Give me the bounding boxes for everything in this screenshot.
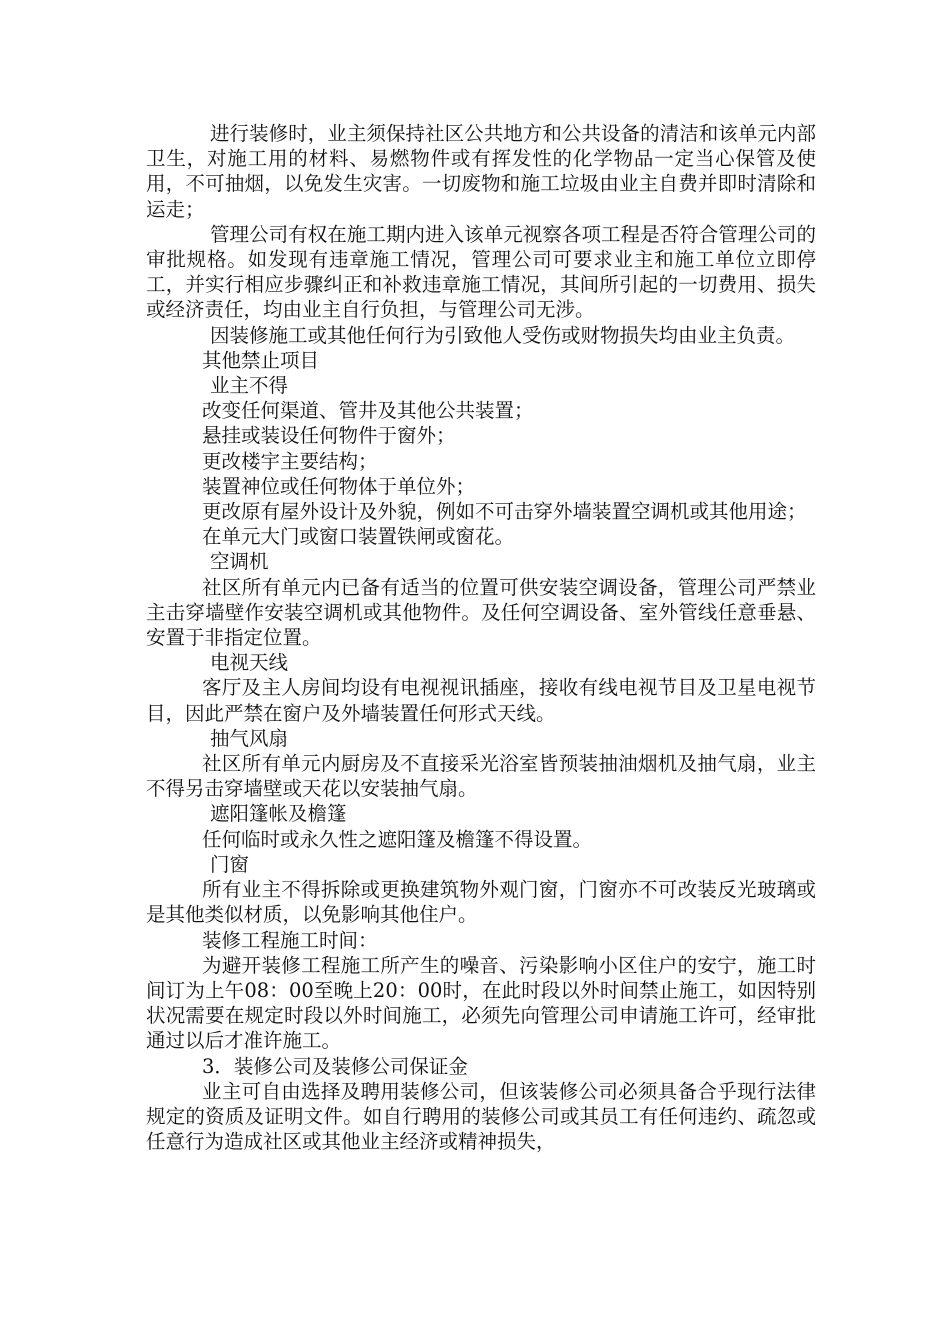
- heading-other-prohibitions: 其他禁止项目: [202, 348, 320, 372]
- paragraph-air-conditioner: 社区所有单元内已备有适当的位置可供安装空调设备，管理公司严禁业主击穿墙壁作安装空调机或其他物件。及任何空调设备、室外管线任意垂悬、安置于非指定位置。: [146, 575, 816, 650]
- paragraph-construction-hours: 为避开装修工程施工所产生的噪音、污染影响小区住户的安宁，施工时间订为上午08：00至晚上20：00时，在此时段以外时间禁止施工，如因特别状况需要在规定时段以外时间施工，必须先向管理公司申请施工许可，经审批通过以后才准许施工。: [146, 953, 816, 1053]
- subheading-air-conditioner: 空调机: [210, 550, 269, 574]
- heading-decoration-company-deposit: 3．装修公司及装修公司保证金: [202, 1054, 468, 1078]
- list-item: 在单元大门或窗口装置铁闸或窗花。: [202, 525, 515, 549]
- list-item: 装置神位或任何物体于单位外；: [202, 474, 476, 498]
- list-item: 改变任何渠道、管井及其他公共装置；: [202, 399, 534, 423]
- paragraph-cleanliness: 进行装修时，业主须保持社区公共地方和公共设备的清洁和该单元内部卫生，对施工用的材料、易燃物件或有挥发性的化学物品一定当心保管及使用，不可抽烟，以免发生灾害。一切废物和施工垃圾由业主自费并即时清除和运走；: [146, 122, 816, 221]
- subheading-doors-windows: 门窗: [210, 852, 250, 876]
- paragraph-liability: 因装修施工或其他任何行为引致他人受伤或财物损失均由业主负责。: [210, 323, 796, 347]
- list-item: 更改原有屋外设计及外貌，例如不可击穿外墙装置空调机或其他用途；: [202, 500, 807, 524]
- paragraph-doors-windows: 所有业主不得拆除或更换建筑物外观门窗，门窗亦不可改装反光玻璃或是其他类似材质，以免影响其他住户。: [146, 878, 816, 927]
- subheading-tv-antenna: 电视天线: [210, 651, 289, 675]
- paragraph-awnings: 任何临时或永久性之遮阳篷及檐篷不得设置。: [202, 827, 593, 851]
- paragraph-inspection: 管理公司有权在施工期内进入该单元视察各项工程是否符合管理公司的审批规格。如发现有违章施工情况，管理公司可要求业主和施工单位立即停工，并实行相应步骤纠正和补救违章施工情况，其间所引起的一切费用、损失或经济责任，均由业主自行负担，与管理公司无涉。: [146, 222, 816, 322]
- list-item: 悬挂或装设任何物件于窗外；: [202, 424, 456, 448]
- subheading-owner-shall-not: 业主不得: [210, 374, 289, 398]
- paragraph-tv-antenna: 客厅及主人房间均设有电视视讯插座，接收有线电视节目及卫星电视节目，因此严禁在窗户及外墙装置任何形式天线。: [146, 676, 816, 725]
- list-item: 更改楼宇主要结构；: [202, 449, 378, 473]
- heading-construction-hours: 装修工程施工时间：: [202, 928, 378, 952]
- paragraph-decoration-company: 业主可自由选择及聘用装修公司，但该装修公司必须具备合乎现行法律规定的资质及证明文件。如自行聘用的装修公司或其员工有任何违约、疏忽或任意行为造成社区或其他业主经济或精神损失，: [146, 1079, 816, 1154]
- document-body: [146, 121, 816, 1154]
- paragraph-exhaust-fan: 社区所有单元内厨房及不直接采光浴室皆预装抽油烟机及抽气扇，业主不得另击穿墙壁或天花以安装抽气扇。: [146, 752, 816, 801]
- subheading-exhaust-fan: 抽气风扇: [210, 726, 289, 750]
- subheading-awnings: 遮阳篷帐及檐篷: [210, 802, 347, 826]
